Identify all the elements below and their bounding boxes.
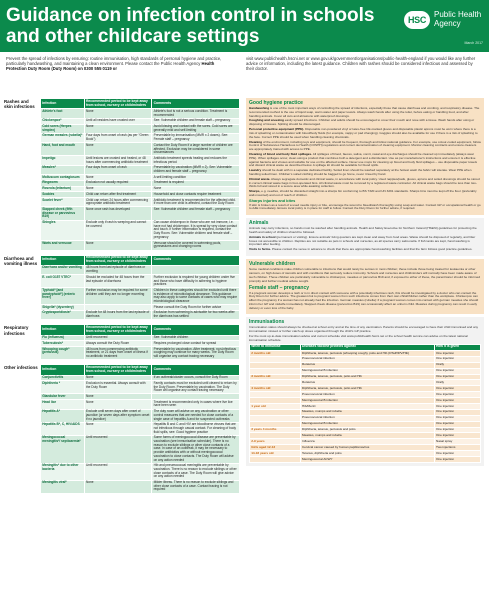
comment-cell: See: Vulnerable children and female staff – pregnancy	[152, 207, 240, 220]
disease-cell: Influenza	[300, 439, 434, 445]
page-title: Guidance on infection control in schools and other childcare settings	[6, 5, 375, 47]
duty-room-contact: Health Protection Duty Room (Duty Room) on 0300 555 0119 or	[6, 61, 215, 72]
exclusion-period: None once rash has developed	[84, 207, 152, 220]
left-column	[4, 98, 240, 498]
paragraph	[249, 190, 481, 198]
exclusion-period: Child can return 24 hours after commencing appropriate antibiotic treatment	[84, 198, 152, 207]
table-row	[41, 409, 240, 422]
section-label: Other infections	[4, 365, 38, 371]
table-row	[41, 310, 240, 319]
comment-cell	[152, 265, 240, 274]
intro-left	[6, 56, 236, 71]
method-cell: Nasal spray	[434, 439, 480, 445]
disease-cell: Hib/MenC	[300, 403, 434, 409]
comment-cell: If an outbreak/cluster occurs, consult the Duty Room	[152, 375, 240, 381]
paragraph-lead: Laundry	[249, 168, 262, 173]
paragraph-text: Disposable non-powdered vinyl or latex-free CE-marked gloves and disposable plastic aprons must be worn where there is a risk of splashing or contamination with blood/body fluids (for example, nappy or pad changing). Goggles should also be available for use if there is a risk of splashing to the face. Correct PPE should be used when handling cleaning chemicals.	[249, 127, 478, 139]
paragraph-lead: Animals in school	[249, 234, 276, 239]
comment-cell: Further exclusion is required for young children under five and those who have difficulty in adhering to hygiene practices	[152, 275, 240, 288]
infection-name: Meningitis viral*	[41, 480, 85, 493]
exclusion-period: Exclude only if rash is weeping and cannot be covered	[84, 220, 152, 241]
infection-name: Athlete's foot	[41, 109, 85, 118]
immunise-age: 14-18 years old	[250, 451, 301, 457]
comment-cell: Treatment is recommended only in cases where live lice have been seen	[152, 400, 240, 409]
intro-text: Prevent the spread of infections by ensuring: routine immunisation, high standards of personal hygiene and practice, particularly handwashing, and maintaining a clean environment. Please contact the Public Health Agency	[6, 56, 222, 67]
page-header	[0, 0, 489, 52]
section-other	[4, 364, 240, 493]
comment-cell: Treatment is required	[152, 180, 240, 186]
paragraph-text: should be dealt with in a separate dedicated facility. Soiled linen should be washed separately at the hottest wash the fabric will tolerate. Wear PPE when handling soiled linen. Children's soiled clothing should be bagged to go home, never rinsed by hand.	[249, 168, 472, 176]
exclusion-period: None	[84, 186, 152, 192]
table-row	[41, 220, 240, 241]
col-header: Recommended period to be kept away from school, nursery or childminders	[84, 365, 152, 375]
section-label: Diarrhoea and vomiting illness	[4, 255, 38, 266]
table-row	[41, 347, 240, 360]
col-header: Infection	[41, 365, 85, 375]
col-header: Infection	[41, 99, 85, 109]
intro-right	[246, 56, 482, 71]
paragraph-text: All spillages of blood, faeces, saliva, vomit, nasal and eye discharges should be cleaned up immediately (always wear PPE). When spillages occur, clean using a product that combines both a detergent and a disinfectant. Use as per manufacturer's instructions and ensure it is effective against bacteria and viruses and suitable for use on the affected surface. Never use mops for cleaning up blood and body fluid spillages – use disposable paper towels and discard clinical waste as described below. A spillage kit should be available for blood spills.	[249, 152, 477, 168]
table-row	[41, 381, 240, 394]
method-cell: One injection	[434, 386, 480, 392]
table-row	[41, 265, 240, 274]
immunisations-note: For the most up-to-date immunisation advice and current schedule visit www.publichealth.hscni.net or the school health service can advise on the latest national immunisation schedule.	[249, 334, 468, 342]
col-header: Comments	[152, 325, 240, 335]
disease-cell: Meningococcal B infection	[300, 368, 434, 374]
sharps-text: If skin is broken as a result of a used needle injury or bite, encourage the wound to bleed/wash thoroughly using soap and water. Contact GP or occupational health or go to A&E immediately. Ensure local policy is in place for staff to follow. Contact the Duty Room for further advice, if required.	[249, 202, 481, 211]
comment-cell: Hib and pneumococcal meningitis are preventable by vaccination. There is no reason to exclude siblings or other close contacts of a case. The Duty Room will give advice on any action needed	[152, 463, 240, 480]
infection-name: Glandular fever	[41, 394, 85, 400]
paragraph-text: Always segregate domestic and clinical waste, in accordance with local policy. Used nappies/pads, gloves, aprons and soiled dressings should be stored in correct clinical waste bags in foot-operated bins. All clinical waste must be removed by a registered waste contractor. All clinical waste bags should be less than two-thirds full and stored in a secure area while awaiting collection.	[249, 176, 480, 189]
table-row	[41, 207, 240, 220]
sharps-title: Sharps injuries and bites	[249, 198, 296, 203]
section-rashes	[4, 98, 240, 251]
panel-title: Female staff – pregnancy	[249, 284, 310, 291]
col-header: When to immunise	[250, 344, 301, 350]
comment-cell: Antibiotic treatment is recommended for the affected child. If more than one child is affected, contact the Duty Room	[152, 198, 240, 207]
rashes-table	[40, 98, 240, 251]
exclusion-period: None	[84, 422, 152, 435]
paragraph-lead: Cleaning of blood and body fluid spillages.	[249, 152, 313, 156]
col-header: Recommended period to be kept away from school, nursery or childminders	[84, 255, 152, 265]
col-header: Comments	[152, 255, 240, 265]
comment-cell: Preventable by vaccination. After treatment, non-infectious coughing may continue for many weeks. The Duty Room will organise any contact tracing necessary	[152, 347, 240, 360]
table-row	[250, 456, 481, 462]
comment-cell: Household and close contacts require treatment	[152, 192, 240, 198]
right-column	[246, 98, 484, 469]
exclusion-period: None	[84, 480, 152, 493]
exclusion-period: Child can return after first treatment	[84, 192, 152, 198]
comment-cell: None	[152, 186, 240, 192]
disease-cell: Diphtheria, tetanus, pertussis (whooping cough), polio and Hib (DTaP/IPV/Hib)	[300, 350, 434, 356]
method-cell: One injection	[434, 368, 480, 374]
immunise-age: 2-9 years	[250, 439, 301, 445]
exclusion-period: None	[84, 394, 152, 400]
method-cell: One injection	[434, 356, 480, 362]
exclusion-period: Exclusion is essential. Always consult with the Duty Room	[84, 381, 152, 394]
exclusion-period: Until recovered	[84, 335, 152, 341]
col-header: How it is given	[434, 344, 480, 350]
infection-name: Shingles	[41, 220, 85, 241]
animals-panel	[246, 218, 484, 256]
paragraph-text: Animals may carry infections, so hands must be washed after handling animals. Health and Safety Executive for Northern Ireland (HSENI) guidelines for protecting the health and safety of children should be followed.	[249, 226, 477, 235]
disease-cell: Measles, mumps and rubella	[300, 433, 434, 439]
infection-name: Warts and verrucae	[41, 241, 85, 250]
paragraph-text: easily spread infections. Children and adults should be encouraged to cover their mouth and nose with a tissue. Wash hands after using or disposing of tissues. Spitting should be discouraged.	[249, 118, 475, 127]
exclusion-period: Four days from onset of rash (as per "Green Book")	[84, 133, 152, 142]
infection-name: Meningitis* due to other bacteria	[41, 463, 85, 480]
infection-name: Shigella* (dysentery)	[41, 305, 85, 311]
hsc-logo-icon	[404, 11, 430, 29]
comment-cell: Antibiotic treatment speeds healing and reduces the infectious period	[152, 156, 240, 165]
method-cell: One injection	[434, 415, 480, 421]
paragraph-lead: Clinical waste.	[249, 176, 271, 181]
paragraph	[249, 107, 481, 118]
section-label: Respiratory infections	[4, 325, 29, 336]
exclusion-period: Until lesions are crusted and healed, or 48 hours after commencing antibiotic treatment	[84, 156, 152, 165]
paragraph	[249, 119, 481, 127]
exclusion-period: None	[84, 375, 152, 381]
method-cell: One injection	[434, 421, 480, 427]
method-cell: One injection	[434, 392, 480, 398]
method-cell: Two injections	[434, 445, 480, 451]
paragraph	[249, 153, 481, 168]
table-row	[41, 198, 240, 207]
exclusion-period: Exclude until seven days after onset of jaundice (or seven days after symptom onset if no jaundice)	[84, 409, 152, 422]
infection-name: Head lice	[41, 400, 85, 409]
disease-cell: Tetanus, diphtheria and polio	[300, 451, 434, 457]
method-cell: One injection	[434, 403, 480, 409]
infection-name: Chickenpox*	[41, 118, 85, 124]
exclusion-period: Further exclusion may be required for some children until they are no longer excreting	[84, 288, 152, 305]
col-header: Recommended period to be kept away from school, nursery or childminders	[84, 325, 152, 335]
infection-name: Hand, foot and mouth	[41, 143, 85, 156]
infection-name: Hepatitis A*	[41, 409, 85, 422]
comment-cell: Verrucae should be covered in swimming pools, gymnasiums and changing rooms	[152, 241, 240, 250]
paragraph	[249, 178, 481, 189]
comment-cell: Can cause chickenpox in those who are not immune, i.e. have not had chickenpox. It is spread by very close contact and touch. If further information is required, contact the Duty Room. See: Vulnerable children and female staff – pregnancy	[152, 220, 240, 241]
infection-name: Typhoid* [and paratyphoid*] (enteric fever)	[41, 288, 85, 305]
col-header: Infection	[41, 325, 85, 335]
infection-name: Scabies	[41, 192, 85, 198]
immunise-age: 1 year old	[250, 403, 301, 409]
table-row	[41, 109, 240, 118]
paragraph	[249, 128, 481, 139]
paragraph	[249, 248, 481, 252]
col-header: Infection	[41, 255, 85, 265]
intro-right-text: visit www.publichealth.hscni.net or www.gov.uk/government/organisations/public-health-england if you would like any further advice or information, including the latest guidance. Children with rashes should be considered infectious and assessed by their doctor.	[246, 56, 476, 72]
infection-name: Cryptosporidiosis*	[41, 310, 85, 319]
comment-cell: Please consult the Duty Room for further advice	[152, 305, 240, 311]
infection-name: E. coli O157 VTEC*	[41, 275, 85, 288]
table-row	[41, 124, 240, 133]
table-row	[41, 165, 240, 174]
infection-name: Diarrhoea and/or vomiting	[41, 265, 85, 274]
disease-cell: Pneumococcal infection	[300, 356, 434, 362]
method-cell: Orally	[434, 362, 480, 368]
immunise-age: 4 months old	[250, 386, 301, 392]
paragraph-lead: Cleaning	[249, 139, 263, 144]
method-cell: One injection	[434, 433, 480, 439]
table-row	[41, 422, 240, 435]
comment-cell: Hepatitis B and C and HIV are bloodborne viruses that are not infectious through casual contact. For cleaning of body fluid spills, see: Good hygiene practice	[152, 422, 240, 435]
infection-name: Scarlet fever*	[41, 198, 85, 207]
immunisations-panel	[246, 317, 484, 465]
comment-cell: Preventable by immunisation (MMR x 2 doses). See: Female staff – pregnancy	[152, 133, 240, 142]
exclusion-period: Until recovered	[84, 435, 152, 463]
disease-cell: Diphtheria, tetanus, pertussis, polio and Hib	[300, 374, 434, 380]
table-row	[41, 435, 240, 463]
paragraph-lead: Visits to farms.	[249, 247, 272, 252]
table-row	[41, 143, 240, 156]
comment-cell: Exclusion from swimming is advisable for two weeks after the diarrhoea has settled	[152, 310, 240, 319]
exclusion-period: None	[84, 241, 152, 250]
infection-name: Tuberculosis*	[41, 341, 85, 347]
logo-name: Public Health Agency	[434, 10, 482, 28]
other-table	[40, 364, 240, 493]
paragraph	[249, 141, 481, 152]
comment-cell: See: Vulnerable children	[152, 335, 240, 341]
disease-cell: Meningococcal ACWY	[300, 456, 434, 462]
disease-cell: Cervical cancer caused by human papillomavirus	[300, 445, 434, 451]
disease-cell: Meningococcal B infection	[300, 421, 434, 427]
respiratory-table	[40, 324, 240, 360]
vulnerable-text: Some medical conditions make children vulnerable to infections that would rarely be serious in most children; these include those being treated for leukaemia or other cancers, on high doses of steroids and with conditions that seriously reduce immunity. Schools and nurseries and childminders will normally have been made aware of such children. These children are particularly vulnerable to chickenpox, measles or parvovirus B19 and, if exposed to either of these, the parent/carer should be informed promptly and further medical advice sought.	[249, 267, 481, 283]
disease-cell: Rotavirus	[300, 380, 434, 386]
infection-name: Conjunctivitis	[41, 375, 85, 381]
method-cell: One injection	[434, 451, 480, 457]
immunise-age: 3 years 4 months	[250, 427, 301, 433]
exclusion-period: None	[84, 143, 152, 156]
panel-title: Immunisations	[249, 319, 285, 326]
infection-name: Ringworm	[41, 180, 85, 186]
infection-name: Slapped cheek (fifth disease or parvovirus B19)	[41, 207, 85, 220]
paragraph-lead: Personal protective equipment (PPE).	[249, 127, 305, 132]
paragraph-text: (permanent or visiting). Ensure animals' living quarters are kept clean and away from food areas. Waste should be disposed of regularly, and litter boxes not accessible to children. Reptiles are not suitable as pets in schools and nurseries, as all species carry salmonella. If fish tanks are kept, hand washing is important after feeding.	[249, 234, 476, 247]
disease-cell: Pneumococcal infection	[300, 392, 434, 398]
infection-name: Diphtheria *	[41, 381, 85, 394]
exclusion-period: Four days from onset of rash	[84, 165, 152, 174]
paragraph	[249, 169, 481, 177]
exclusion-period: None	[84, 400, 152, 409]
paragraph	[249, 236, 481, 247]
paragraph-text: is one of the most important ways of controlling the spread of infections, especially those that cause diarrhoea and vomiting, and respiratory disease. The recommended method is the use of liquid soap, warm water and paper towels. Always wash hands after using the toilet, before eating or handling food, and after handling animals. Cover all cuts and abrasions with waterproof dressings.	[249, 106, 480, 118]
table-row	[41, 275, 240, 288]
col-header: Recommended period to be kept away from school, nursery or childminders	[84, 99, 152, 109]
exclusion-period: 48 hours from last episode of diarrhoea or vomiting	[84, 265, 152, 274]
pregnancy-text: If a pregnant woman develops a rash or is in direct contact with someone with a potentially infectious rash, this should be investigated by a doctor who can contact the Duty Room for further advice. The greatest risk to pregnant women from such infections comes from their own child/children rather than the workplace. Chickenpox can affect the pregnancy if a woman has not already had the infection. German measles (rubella): if a pregnant woman comes into contact with german measles she should inform her GP and midwife immediately. Slapped cheek disease (parvovirus B19) can occasionally affect an unborn child. Measles during pregnancy can result in early delivery or even loss of the baby.	[249, 290, 479, 310]
immunisations-intro: Immunisation status should always be checked at school entry and at the time of any vaccination. Parents should be encouraged to have their child immunised and any immunisation missed or further catch-up doses organised through the child's GP practice.	[249, 325, 479, 334]
col-header: Diseases vaccine protects against	[300, 344, 434, 350]
infection-name: Flu (influenza)	[41, 335, 85, 341]
paragraph-lead: Sharps,	[249, 189, 261, 194]
infection-name: Cold sores (Herpes simplex)	[41, 124, 85, 133]
paragraph	[249, 227, 481, 235]
comment-cell: The duty room will advise on any vaccination or other control measures that are needed for close contacts of a single case of hepatitis A and for suspected outbreaks	[152, 409, 240, 422]
infection-name: Molluscum contagiosum	[41, 175, 85, 181]
exclusion-period: None	[84, 124, 152, 133]
immunise-age: 3 months old	[250, 374, 301, 380]
infection-name: Whooping cough* (pertussis)	[41, 347, 85, 360]
comment-cell: Athlete's foot is not a serious condition. Treatment is recommended	[152, 109, 240, 118]
exclusion-period: Until all vesicles have crusted over	[84, 118, 152, 124]
table-row	[41, 400, 240, 409]
method-cell: Orally	[434, 380, 480, 386]
exclusion-period: Should be excluded for 48 hours from the last episode of diarrhoea	[84, 275, 152, 288]
table-row	[41, 156, 240, 165]
method-cell: One injection	[434, 398, 480, 404]
disease-cell: Meningococcal B infection	[300, 398, 434, 404]
infection-name: Hepatitis B*, C, HIV/AIDS	[41, 422, 85, 435]
comment-cell: Contact the Duty Room if a large number of children are affected. Exclusion may be considered in some circumstances	[152, 143, 240, 156]
comment-cell: Preventable by vaccination (MMR x 2). See: Vulnerable children and female staff – pregnancy	[152, 165, 240, 174]
comment-cell: See: Vulnerable children and female staff – pregnancy	[152, 118, 240, 124]
section-respiratory	[4, 324, 240, 360]
comment-cell: Children in these categories should be excluded until there is evidence of microbiological clearance. This guidance may also apply to some contacts of cases who may require microbiological clearance	[152, 288, 240, 305]
method-cell: One injection	[434, 409, 480, 415]
exclusion-period: Exclusion not usually required	[84, 180, 152, 186]
comment-cell: A self-limiting condition	[152, 175, 240, 181]
immunise-age: Girls aged 12-13	[250, 445, 301, 451]
panel-title: Animals	[249, 220, 269, 227]
comment-cell: Family contacts must be excluded until cleared to return by the Duty Room. Preventable by vaccination. The Duty Room will organise any contact tracing necessary	[152, 381, 240, 394]
exclusion-period: Exclude for 48 hours from the last episode of diarrhoea	[84, 310, 152, 319]
infection-name: Measles*	[41, 165, 85, 174]
disease-cell: Diphtheria, tetanus, pertussis, polio and Hib	[300, 386, 434, 392]
infection-name: German measles (rubella)*	[41, 133, 85, 142]
method-cell: One injection	[434, 374, 480, 380]
table-row	[41, 133, 240, 142]
paragraph-lead: Handwashing	[249, 106, 270, 110]
panel-title: Vulnerable children	[249, 261, 296, 268]
method-cell: One injection	[434, 427, 480, 433]
paragraph-text: Please contact the venue in advance to check that there are appropriate hand-washing facilities and that the farm follows good practice guidelines.	[272, 247, 473, 252]
exclusion-period: None	[84, 109, 152, 118]
immunise-age	[250, 456, 301, 462]
logo-abbr: HSC	[407, 15, 427, 25]
infection-name: Roseola (infantum)	[41, 186, 85, 192]
table-row	[41, 463, 240, 480]
section-diarrhoea	[4, 255, 240, 321]
immunisation-schedule-table	[249, 344, 481, 463]
table-row	[41, 241, 240, 250]
publication-date: March 2017	[464, 41, 483, 45]
exclusion-period: None	[84, 175, 152, 181]
disease-cell: Diphtheria, tetanus, pertussis and polio	[300, 427, 434, 433]
method-cell: One injection	[434, 456, 480, 462]
comment-cell: Requires prolonged close contact for spread	[152, 341, 240, 347]
col-header: Comments	[152, 365, 240, 375]
disease-cell: Rotavirus	[300, 362, 434, 368]
vulnerable-panel	[246, 259, 484, 314]
infection-name: Impetigo	[41, 156, 85, 165]
comment-cell: Milder illness. There is no reason to exclude siblings and other close contacts of a case. Contact tracing is not required	[152, 480, 240, 493]
diarrhoea-table	[40, 255, 240, 321]
section-label: Rashes and skin infections	[4, 99, 35, 110]
table-row	[41, 288, 240, 305]
method-cell: One injection	[434, 350, 480, 356]
exclusion-period: 48 hours from commencing antibiotic treatment, or 21 days from onset of illness if no antibiotic treatment	[84, 347, 152, 360]
exclusion-period: Always consult the Duty Room	[84, 341, 152, 347]
paragraph-lead: Coughing and sneezing	[249, 118, 284, 123]
panel-title: Good hygiene practice	[249, 100, 303, 106]
good-hygiene-panel	[246, 98, 484, 215]
table-row	[41, 480, 240, 493]
col-header: Comments	[152, 99, 240, 109]
disease-cell: Pneumococcal infection	[300, 415, 434, 421]
paragraph-text: of the environment, including toys and equipment, should be frequent, thorough and follow national guidance. For example, use colour-coded equipment, follow Control of Substances Hazardous to Health (COSHH) regulations and correct decontamination of cleaning equipment. Monitor cleaning contracts and ensure cleaners are appropriately trained with access to PPE.	[249, 139, 481, 152]
comment-cell: Some forms of meningococcal disease are preventable by vaccination (see immunisation schedule). There is no reason to exclude siblings or other close contacts of a case. In case of an outbreak, it may be necessary to provide antibiotics with or without meningococcal vaccination to close contacts. The Duty Room will advise on any action needed	[152, 435, 240, 463]
infection-name: Meningococcal meningitis*/ septicaemia*	[41, 435, 85, 463]
immunise-age: 2 months old	[250, 350, 301, 356]
comment-cell: Avoid kissing and contact with the sores. Cold sores are generally mild and self-limiting	[152, 124, 240, 133]
exclusion-period: Until recovered	[84, 463, 152, 480]
disease-cell: Measles, mumps and rubella	[300, 409, 434, 415]
paragraph-text: e.g. needles, should be discarded straight into a sharps bin conforming to BS 7320 and UN 3291 standards. Sharps bins must be kept off the floor (preferably wall-mounted) and out of reach of children.	[249, 189, 477, 198]
